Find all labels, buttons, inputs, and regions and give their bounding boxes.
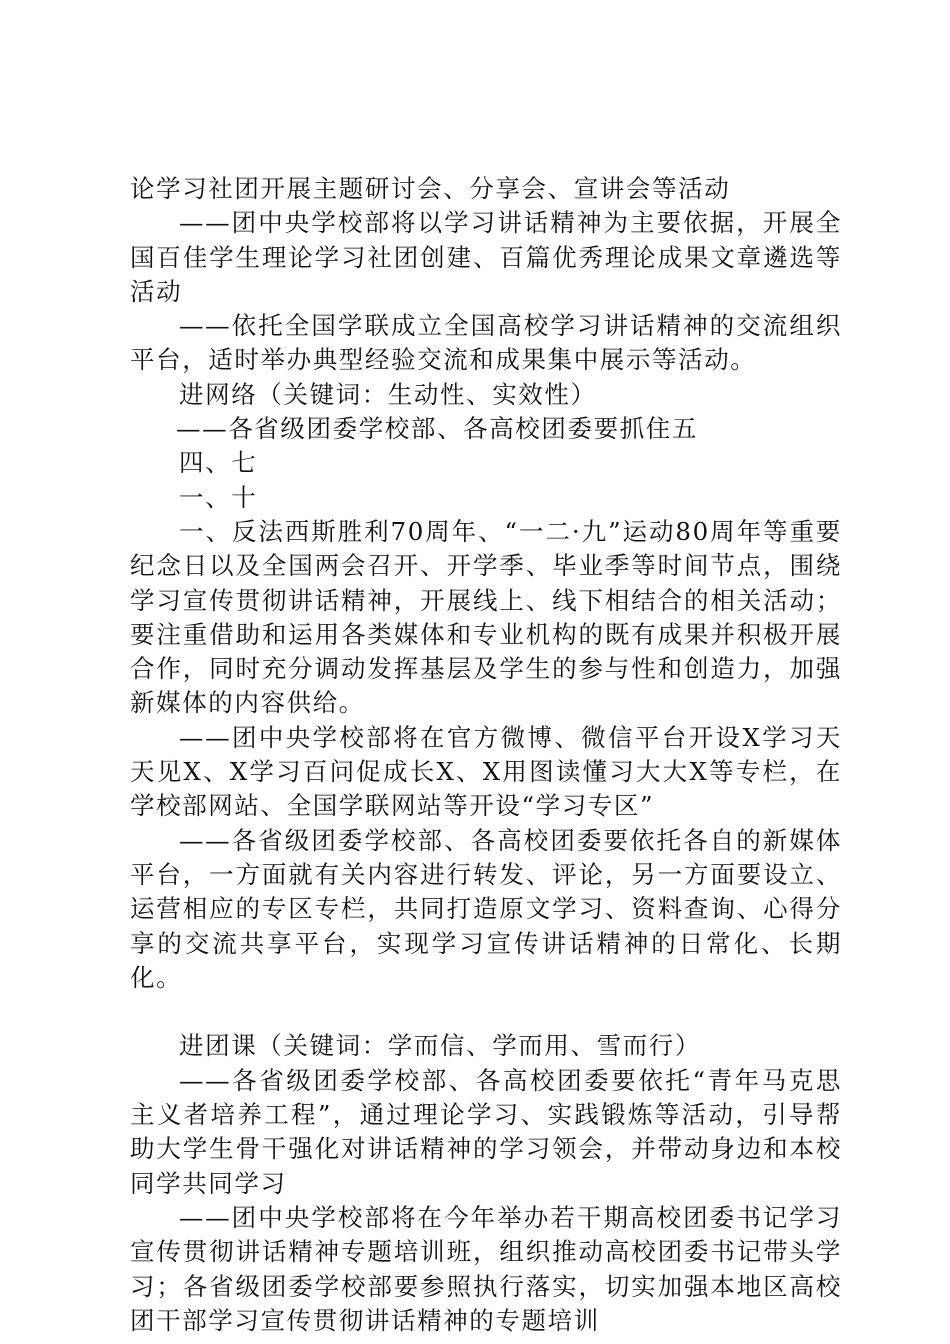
blank-line (130, 995, 842, 1029)
paragraph-3: ——依托全国学联成立全国高校学习讲话精神的交流组织平台，适时举办典型经验交流和成果集中展示等活动。 (130, 311, 842, 375)
paragraph-13: ——团中央学校部将在今年举办若干期高校团委书记学习宣传贯彻讲话精神专题培训班，组织推动高校团委书记带头学习；各省级团委学校部要参照执行落实，切实加强本地区高校团干部学习宣传贯彻讲话精神的专题培训 (130, 1202, 842, 1335)
paragraph-6: 四、七 (179, 448, 258, 478)
paragraph-5: ——各省级团委学校部、各高校团委要抓住五 (176, 414, 698, 444)
paragraph-8: 一、反法西斯胜利70周年、“一二·九”运动80周年等重要纪念日以及全国两会召开、开学季、毕业季等时间节点，围绕学习宣传贯彻讲话精神，开展线上、线下相结合的相关活动；要注重借助和运用各类媒体和专业机构的既有成果并积极开展合作，同时充分调动发挥基层及学生的参与性和创造力，加强新媒体的内容供给。 (130, 516, 842, 718)
paragraph-9: ——团中央学校部将在官方微博、微信平台开设X学习天天见X、X学习百问促成长X、X用图读懂习大大X等专栏，在学校部网站、全国学联网站等开设“学习专区” (130, 722, 842, 821)
paragraph-1: 论学习社团开展主题研讨会、分享会、宣讲会等活动 (130, 174, 731, 203)
paragraph-2: ——团中央学校部将以学习讲话精神为主要依据，开展全国百佳学生理论学习社团创建、百篇优秀理论成果文章遴选等活动 (130, 208, 842, 306)
paragraph-12: ——各省级团委学校部、各高校团委要依托“青年马克思主义者培养工程”，通过理论学习、实践锻炼等活动，引导帮助大学生骨干强化对讲话精神的学习领会，并带动身边和本校同学共同学习 (130, 1065, 842, 1198)
document-body (130, 172, 842, 1338)
section-heading-network: 进网络（关键词：生动性、实效性） (179, 379, 597, 409)
paragraph-7: 一、十 (179, 482, 258, 512)
section-heading-class: 进团课（关键词：学而信、学而用、雪而行） (179, 1031, 701, 1061)
paragraph-10: ——各省级团委学校部、各高校团委要依托各自的新媒体平台，一方面就有关内容进行转发、评论，另一方面要设立、运营相应的专区专栏，共同打造原文学习、资料查询、心得分享的交流共享平台，实现学习宣传讲话精神的日常化、长期化。 (130, 825, 842, 992)
